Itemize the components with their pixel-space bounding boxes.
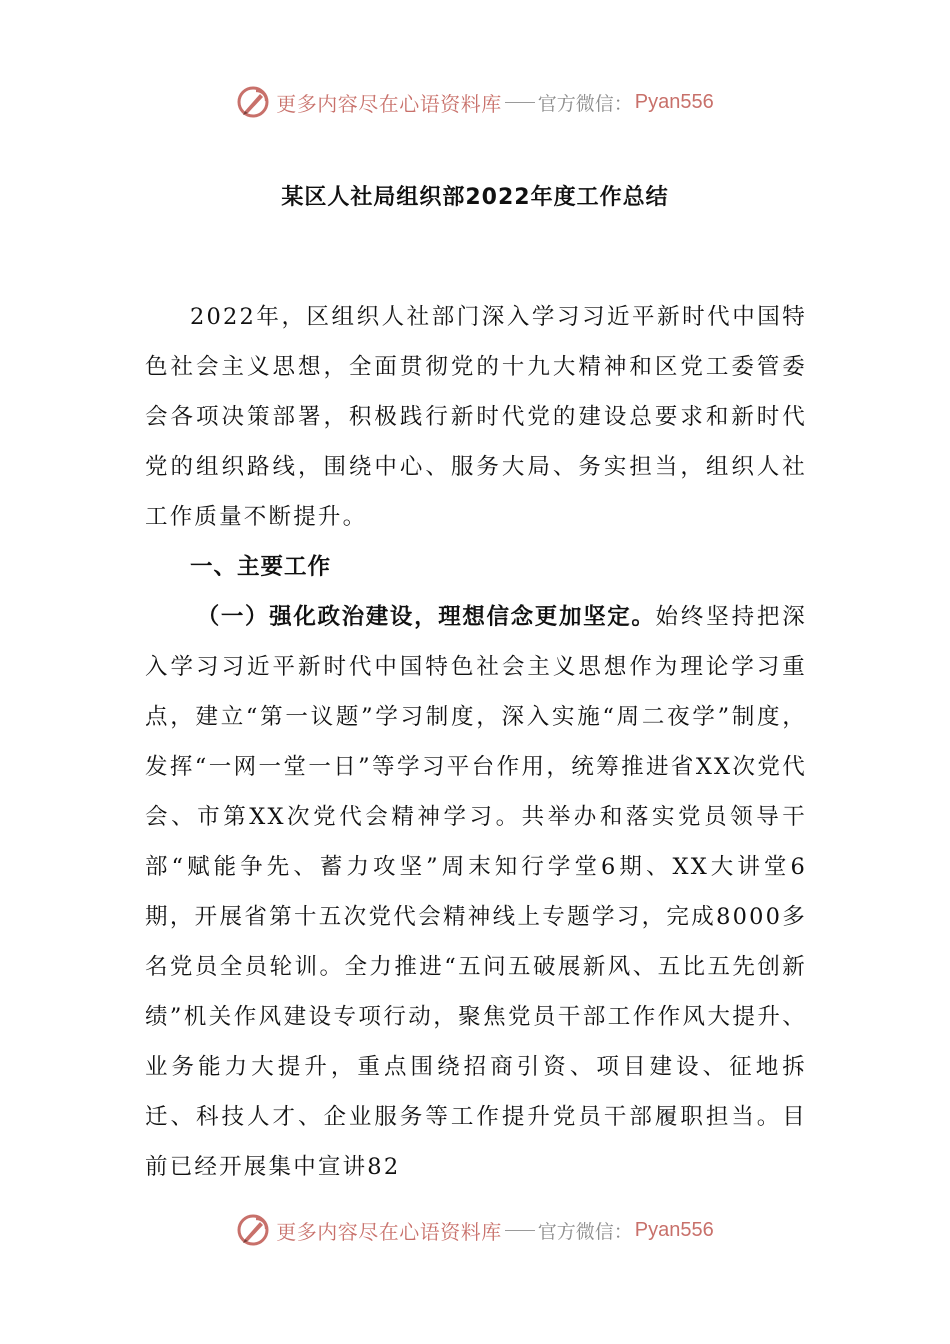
- quill-pen-icon: [236, 1213, 270, 1247]
- watermark-official-label: 官方微信：: [537, 92, 633, 115]
- document-body: [145, 292, 807, 1192]
- watermark-dash: [505, 1230, 535, 1231]
- document-title: 某区人社局组织部2022年度工作总结: [281, 185, 669, 210]
- watermark-banner-bottom: [0, 1208, 950, 1252]
- item-paragraph: [145, 592, 807, 1192]
- watermark-brand: 更多内容尽在心语资料库: [276, 1219, 502, 1244]
- watermark-official-label: 官方微信：: [537, 1220, 633, 1243]
- watermark-brand: 更多内容尽在心语资料库: [276, 91, 502, 116]
- watermark-banner-top: [0, 80, 950, 124]
- quill-pen-icon: [236, 85, 270, 119]
- watermark-wechat-id: Pyan556: [634, 90, 714, 113]
- item-heading: （一）强化政治建设，理想信念更加坚定。: [196, 604, 656, 630]
- item-text: 始终坚持把深入学习习近平新时代中国特色社会主义思想作为理论学习重点，建立“第一议题”学习制度，深入实施“周二夜学”制度，发挥“一网一堂一日”等学习平台作用，统筹推进省XX次党代会、市第XX次党代会精神学习。共举办和落实党员领导干部“赋能争先、蓄力攻坚”周末知行学堂6期、XX大讲堂6期，开展省第十五次党代会精神线上专题学习，完成8000多名党员全员轮训。全力推进“五问五破展新风、五比五先创新绩”机关作风建设专项行动，聚焦党员干部工作作风大提升、业务能力大提升，重点围绕招商引资、项目建设、征地拆迁、科技人才、企业服务等工作提升党员干部履职担当。目前已经开展集中宣讲82: [145, 604, 807, 1180]
- intro-paragraph: 2022年，区组织人社部门深入学习习近平新时代中国特色社会主义思想，全面贯彻党的十九大精神和区党工委管委会各项决策部署，积极践行新时代党的建设总要求和新时代党的组织路线，围绕中心、服务大局、务实担当，组织人社工作质量不断提升。: [145, 304, 807, 530]
- watermark-wechat-id: Pyan556: [634, 1218, 714, 1241]
- watermark-dash: [505, 102, 535, 103]
- section-heading: 一、主要工作: [190, 554, 332, 580]
